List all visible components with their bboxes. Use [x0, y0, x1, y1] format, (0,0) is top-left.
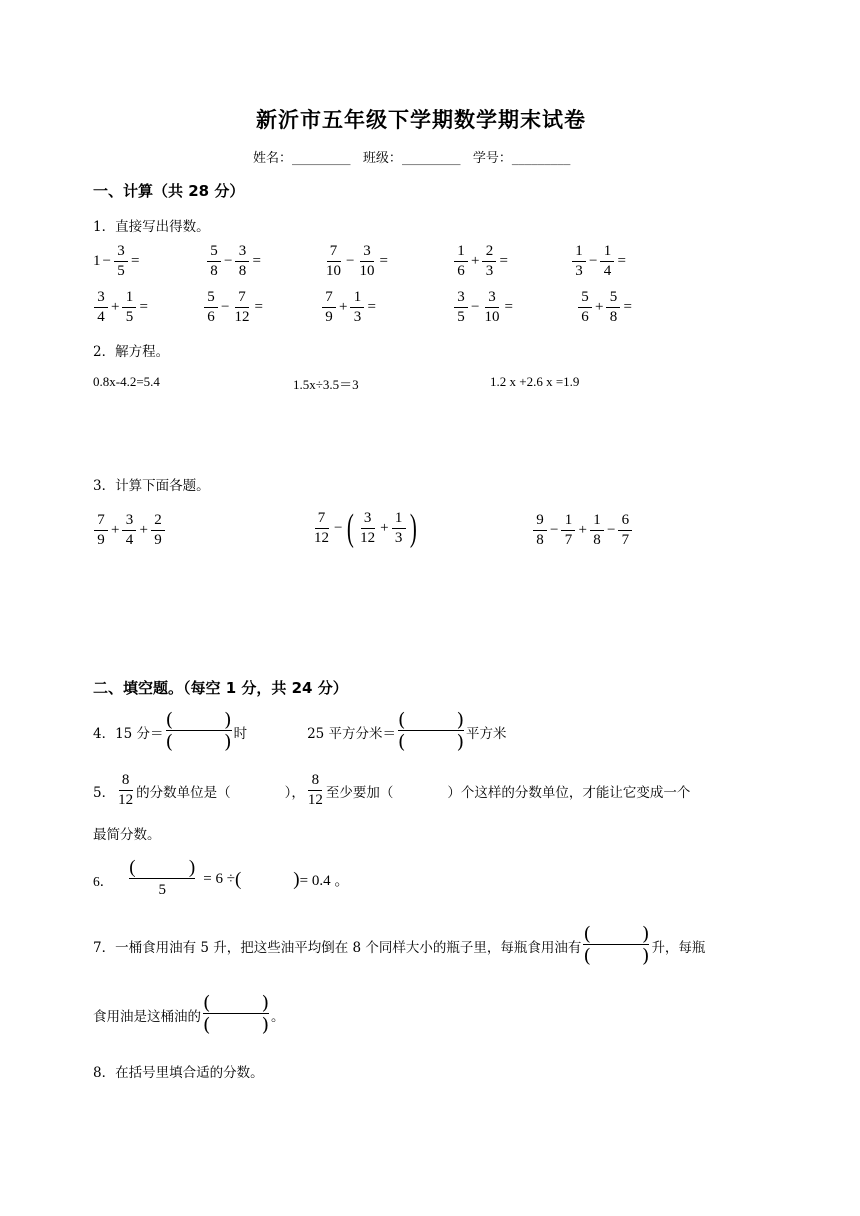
equation-1: 0.8x-4.2=5.4: [93, 374, 160, 389]
fraction: $\frac{1}{3}$: [350, 289, 364, 326]
answer-fraction-blank[interactable]: ( ) ( ): [398, 709, 465, 753]
fraction: $\frac{1}{4}$: [600, 243, 614, 280]
section-1-heading: 一、计算（共 28 分）: [93, 182, 245, 200]
question-1-label: 1．直接写出得数。: [93, 219, 210, 235]
q1-item-9: $\frac{3}{5}$ − $\frac{3}{10}$ =: [453, 289, 515, 326]
question-7: 7．一桶食用油有 5 升，把这些油平均倒在 8 个同样大小的瓶子里，每瓶食用油有 ( ) ( ) 升，每瓶: [93, 923, 706, 967]
q4-unit-hour: 时: [233, 725, 248, 742]
q3-expression-2: $\frac{7}{12}$ − ( $\frac{3}{12}$ + $\frac{1}{3}$ ): [314, 507, 417, 549]
q1-item-6: $\frac{3}{4}$ + $\frac{1}{5}$ =: [93, 289, 150, 326]
fraction: $\frac{3}{5}$: [454, 289, 468, 326]
q6-divisor-blank[interactable]: ( ): [234, 868, 300, 890]
fraction: $\frac{1}{8}$: [590, 512, 604, 549]
answer-fraction-blank[interactable]: ( ) ( ): [165, 709, 232, 753]
q4-label: 4．15 分＝: [93, 725, 164, 742]
equation-2: 1.5x÷3.5＝3: [293, 377, 359, 392]
fraction: $\frac{1}{7}$: [561, 512, 575, 549]
fraction: $\frac{3}{5}$: [114, 243, 128, 280]
q4-unit-sqm: 平方米: [466, 725, 507, 742]
answer-fraction-blank[interactable]: ( ) ( ): [583, 923, 650, 967]
fraction: $\frac{3}{4}$: [94, 289, 108, 326]
question-5: 5． $\frac{8}{12}$ 的分数单位是（ ）， $\frac{8}{12}$ 至少要加（ ）个这样的分数单位，才能让它变成一个: [93, 772, 691, 808]
fraction: $\frac{9}{8}$: [533, 512, 547, 549]
q1-item-5: $\frac{1}{3}$ − $\frac{1}{4}$ =: [571, 243, 628, 280]
fraction: $\frac{7}{9}$: [94, 512, 108, 549]
name-label: 姓名：: [253, 151, 293, 166]
question-7-line-2: 食用油是这桶油的 ( ) ( ) 。: [93, 992, 285, 1036]
question-6: 6． ( ) 5 = 6 ÷ ( ) = 0.4 。: [93, 858, 349, 901]
fraction: $\frac{5}{6}$: [578, 289, 592, 326]
fraction: $\frac{5}{8}$: [606, 289, 620, 326]
q1-item-8: $\frac{7}{9}$ + $\frac{1}{3}$ =: [321, 289, 378, 326]
question-5-line-2: 最简分数。: [93, 827, 161, 843]
class-label: 班级：: [362, 151, 402, 166]
question-8-label: 8．在括号里填合适的分数。: [93, 1065, 264, 1081]
fraction: $\frac{3}{12}$: [360, 509, 376, 546]
answer-fraction-blank[interactable]: ( ) ( ): [203, 992, 269, 1036]
id-blank[interactable]: _________: [511, 151, 571, 166]
q1-item-3: $\frac{7}{10}$ − $\frac{3}{10}$ =: [326, 243, 388, 279]
fraction: $\frac{1}{3}$: [392, 510, 406, 547]
equation-3: 1.2 x +2.6 x =1.9: [490, 374, 580, 389]
fraction: $\frac{1}{5}$: [122, 289, 136, 326]
q1-item-7: $\frac{5}{6}$ − $\frac{7}{12}$ =: [203, 289, 265, 326]
fraction: $\frac{1}{3}$: [572, 243, 586, 280]
q3-expression-3: $\frac{9}{8}$ − $\frac{1}{7}$ + $\frac{1}{8}$ − $\frac{6}{7}$: [532, 512, 633, 549]
q1-item-2: $\frac{5}{8}$ − $\frac{3}{8}$ =: [206, 243, 263, 280]
id-label: 学号：: [472, 151, 512, 166]
fraction: $\frac{8}{12}$: [307, 772, 323, 808]
question-4: [93, 710, 507, 753]
fraction: $\frac{3}{4}$: [122, 512, 136, 549]
class-blank[interactable]: _________: [401, 151, 461, 166]
fraction: $\frac{3}{8}$: [235, 243, 249, 280]
fraction: $\frac{5}{6}$: [204, 289, 218, 326]
q3-expression-1: $\frac{7}{9}$ + $\frac{3}{4}$ + $\frac{2}{9}$: [93, 512, 166, 549]
fraction: $\frac{5}{8}$: [207, 243, 221, 280]
section-2-heading: 二、填空题。（每空 1 分，共 24 分）: [93, 679, 348, 697]
fraction: $\frac{2}{3}$: [482, 243, 496, 280]
fraction: $\frac{3}{10}$: [484, 289, 500, 325]
answer-fraction-blank[interactable]: ( ) 5: [129, 857, 196, 898]
question-2-label: 2．解方程。: [93, 344, 170, 360]
q1-item-1-whole: 1: [93, 253, 101, 269]
fraction: $\frac{7}{12}$: [234, 289, 250, 325]
fraction: $\frac{2}{9}$: [151, 512, 165, 549]
fraction: $\frac{7}{12}$: [314, 509, 329, 546]
page-title: 新沂市五年级下学期数学期末试卷: [256, 107, 586, 132]
fraction: $\frac{6}{7}$: [618, 512, 632, 549]
fraction: $\frac{7}{9}$: [322, 289, 336, 326]
fraction: $\frac{8}{12}$: [118, 772, 134, 808]
q4-prefix-2: 25 平方分米＝: [307, 725, 397, 742]
q1-item-4: $\frac{1}{6}$ + $\frac{2}{3}$ =: [453, 243, 510, 280]
fraction: $\frac{7}{10}$: [326, 243, 341, 279]
q1-item-10: $\frac{5}{6}$ + $\frac{5}{8}$ =: [577, 289, 634, 326]
fraction: $\frac{3}{10}$: [359, 243, 375, 279]
fraction: $\frac{1}{6}$: [454, 243, 468, 280]
question-3-label: 3．计算下面各题。: [93, 478, 210, 494]
student-info: [253, 147, 570, 166]
q1-item-1: 1 − $\frac{3}{5}$ =: [93, 243, 140, 279]
name-blank[interactable]: _________: [292, 151, 351, 166]
